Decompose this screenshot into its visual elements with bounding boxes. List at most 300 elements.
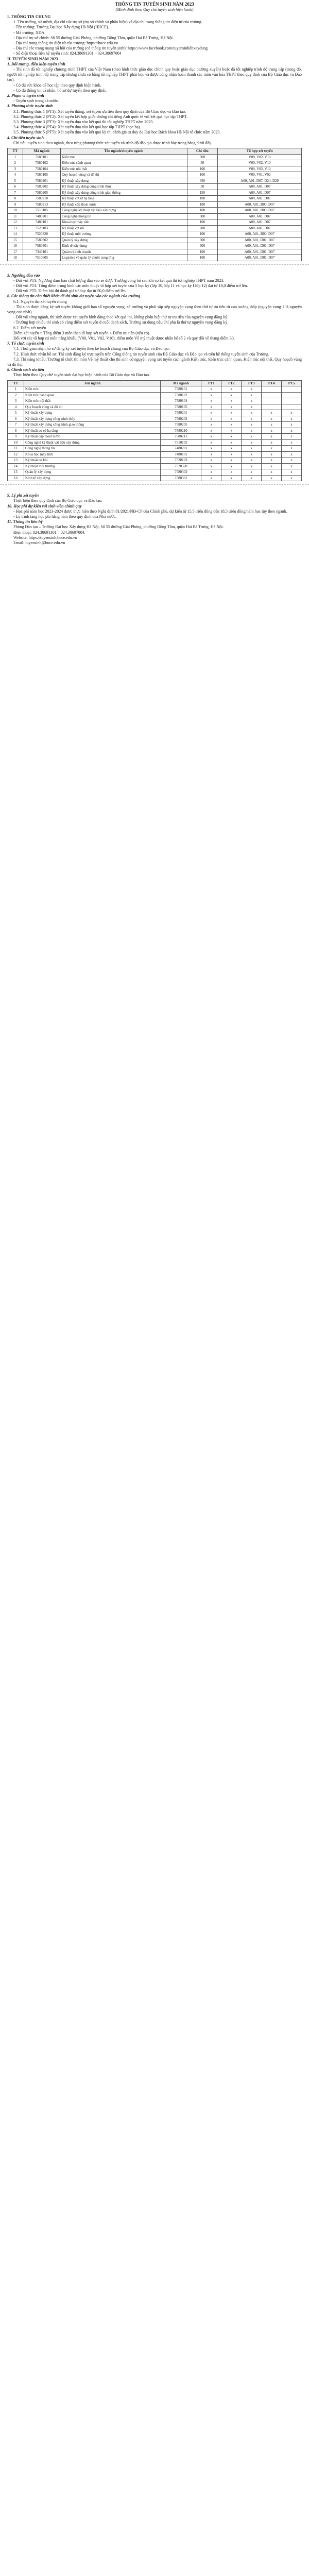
table-cell: x [242, 386, 262, 393]
table-row [8, 457, 302, 464]
table-cell: x [201, 410, 221, 416]
table-cell: 100 [187, 172, 218, 178]
subsection-heading: 3. Phương thức tuyển sinh [7, 104, 53, 109]
table-row [8, 428, 302, 434]
table-cell: x [242, 416, 262, 422]
table-cell: 1 [8, 154, 23, 160]
table-cell: 6 [8, 416, 24, 422]
table-cell: Kỹ thuật xây dựng công trình giao thông [60, 190, 187, 196]
page-divider [0, 484, 309, 488]
table-cell: A00, A01, D07 [218, 219, 302, 226]
table-cell: x [221, 439, 242, 446]
table-cell: x [242, 451, 262, 457]
table-cell: 300 [187, 213, 218, 219]
table-cell: x [262, 457, 282, 464]
table-cell [282, 398, 302, 404]
table-row [8, 201, 302, 208]
paragraph: Đối với các tổ hợp có môn năng khiếu (V00, V01, V02, V10), điểm môn Vẽ mỹ thuật được nhân hệ số 2 và quy đổi về thang điểm 30. [13, 336, 235, 341]
table-cell: 150 [187, 190, 218, 196]
table-cell: x [221, 451, 242, 457]
table-cell: 6 [8, 184, 23, 190]
table-cell: 300 [187, 154, 218, 160]
table-cell: A00, A01, D07 [218, 190, 302, 196]
table-cell: Công nghệ kỹ thuật vật liệu xây dựng [60, 208, 187, 214]
table-row [8, 243, 302, 249]
table-cell: Quản lý xây dựng [60, 237, 187, 243]
table-cell: 100 [187, 255, 218, 261]
paragraph: - Mã trường: XDA. [13, 30, 46, 35]
table-cell: x [262, 469, 282, 476]
table-cell: A00, A01, B00, D07 [218, 208, 302, 214]
table-cell: x [221, 386, 242, 393]
table-cell: Kỹ thuật cơ sở hạ tầng [60, 196, 187, 202]
table-cell: 7580210 [23, 196, 60, 202]
paragraph: Website: https://tuyensinh.huce.edu.vn [13, 535, 77, 540]
table-cell: Kỹ thuật cơ khí [24, 457, 160, 464]
table-cell: x [221, 416, 242, 422]
table-cell: Công nghệ thông tin [24, 446, 160, 452]
table-cell: x [221, 469, 242, 476]
table-cell: 15 [8, 469, 24, 476]
table-cell: x [201, 398, 221, 404]
table-cell: 100 [187, 231, 218, 238]
table-cell: Quy hoạch vùng và đô thị [60, 172, 187, 178]
table-cell: Kiến trúc cảnh quan [24, 392, 160, 398]
table-header-cell: Mã ngành [161, 380, 201, 386]
table-cell: x [242, 469, 262, 476]
table-cell: A00, A01, D07 [218, 225, 302, 231]
table-cell: x [201, 434, 221, 440]
table-cell: 7580104 [161, 398, 201, 404]
table-cell: V00, V02, V10 [218, 166, 302, 172]
table-cell: 17 [8, 249, 23, 255]
table-cell: Khoa học máy tính [24, 451, 160, 457]
table-cell: x [201, 428, 221, 434]
document-title: THÔNG TIN TUYỂN SINH NĂM 2023 [115, 2, 194, 7]
document-body-part-2 [0, 271, 309, 378]
table-cell: x [242, 446, 262, 452]
table-cell: x [221, 422, 242, 428]
table-cell: x [262, 428, 282, 434]
table-cell: A00, A01, D07, D24, D29 [218, 178, 302, 184]
table-row [8, 398, 302, 404]
table-cell: 7580302 [23, 237, 60, 243]
table-cell: 7340101 [23, 249, 60, 255]
table-cell: V00, V02, V10 [218, 160, 302, 166]
table-row [8, 404, 302, 410]
table-cell: 3 [8, 398, 24, 404]
table-cell: 10 [8, 439, 24, 446]
table-cell: 100 [187, 166, 218, 172]
document-body-part-1 [0, 12, 309, 146]
table-cell: Kiến trúc nội thất [60, 166, 187, 172]
table-cell [282, 392, 302, 398]
table-row [8, 255, 302, 261]
table-row [8, 160, 302, 166]
table-cell: x [201, 446, 221, 452]
table-cell: A00, A01, D01, D07 [218, 243, 302, 249]
table-row [8, 451, 302, 457]
paragraph: 1. Tên trường, sứ mệnh, địa chỉ các trụ sở (trụ sở chính và phân hiệu) và địa chỉ trang thông tin điện tử của trường. [13, 20, 202, 25]
subsection-heading: 8. Chính sách ưu tiên [7, 367, 44, 372]
table-cell: Kỹ thuật xây dựng [60, 178, 187, 184]
table-cell: x [242, 422, 262, 428]
table-cell: x [221, 410, 242, 416]
table-cell: Kỹ thuật xây dựng [24, 410, 160, 416]
table-cell: Kỹ thuật môi trường [24, 463, 160, 469]
table-cell: x [282, 410, 302, 416]
table-cell: x [201, 457, 221, 464]
table-cell: 7 [8, 190, 23, 196]
section-heading: I. THÔNG TIN CHUNG [7, 14, 51, 19]
table-cell: x [282, 469, 302, 476]
table-cell: x [242, 457, 262, 464]
table-row [8, 166, 302, 172]
table-cell: 1 [8, 386, 24, 393]
page-divider [0, 264, 309, 268]
table-cell: x [282, 475, 302, 481]
table-cell: 7480101 [23, 219, 60, 226]
table-row [8, 392, 302, 398]
table-cell: x [242, 434, 262, 440]
table-row [8, 225, 302, 231]
table-cell: Kỹ thuật xây dựng công trình thủy [24, 416, 160, 422]
table-cell: x [282, 463, 302, 469]
table-cell: x [262, 439, 282, 446]
table-cell: x [262, 410, 282, 416]
table-cell: 7480201 [23, 213, 60, 219]
document-body-part-3 [0, 491, 309, 546]
table-cell: x [201, 392, 221, 398]
table-cell: A00, A01, D07 [218, 196, 302, 202]
table-cell: 2 [8, 392, 24, 398]
table-cell: Kỹ thuật cấp thoát nước [24, 434, 160, 440]
paragraph: Phòng Đào tạo – Trường Đại học Xây dựng Hà Nội, Số 55 đường Giải Phóng, phường Đồng Tâm, quận Hai Bà Trưng, Hà Nội. [13, 524, 224, 530]
paragraph: Thực hiện theo Quy chế tuyển sinh đại học hiện hành của Bộ Giáo dục và Đào tạo. [13, 372, 150, 378]
paragraph: 7.3. Thi năng khiếu: Trường tổ chức thi môn Vẽ mỹ thuật cho thí sinh có nguyện vọng xét tuyển các ngành Kiến trúc, Kiến trúc cảnh quan, Kiến trúc nội thất, Quy hoạch vùng và đô thị. [7, 357, 302, 367]
table-cell: 200 [187, 225, 218, 231]
table-cell: 100 [187, 201, 218, 208]
table-cell: 100 [187, 196, 218, 202]
table-row [8, 249, 302, 255]
table-cell: x [262, 422, 282, 428]
table-cell: x [221, 434, 242, 440]
table-cell: A00, A01, D07 [218, 213, 302, 219]
table-cell [262, 398, 282, 404]
table-cell: 7580301 [23, 243, 60, 249]
table-cell: x [242, 392, 262, 398]
table-cell: Kỹ thuật cấp thoát nước [60, 201, 187, 208]
table-cell: x [282, 416, 302, 422]
subsection-heading: 6. Các thông tin cần thiết khác để thí sinh dự tuyển vào các ngành của trường [7, 294, 141, 299]
table-cell: x [282, 428, 302, 434]
table-cell: x [221, 457, 242, 464]
table-cell: 13 [8, 457, 24, 464]
table-cell: Quy hoạch vùng và đô thị [24, 404, 160, 410]
table-cell: x [201, 422, 221, 428]
table-cell: 5 [8, 410, 24, 416]
paragraph: - Địa chỉ các trang mạng xã hội của trường (có thông tin tuyển sinh): https://www.facebook.com/tuyensinhdhxaydung [13, 46, 208, 51]
table-cell: 50 [187, 184, 218, 190]
paragraph: - Đối với PT5: Điểm bài thi đánh giá tư duy đạt từ 50,0 điểm trở lên. [13, 289, 127, 294]
table-cell: V00, V02, V10 [218, 154, 302, 160]
table-cell [262, 386, 282, 393]
table-cell: V00, V01, V02 [218, 172, 302, 178]
table-cell: 12 [8, 451, 24, 457]
table-cell: A00, A01, D01, D07 [218, 249, 302, 255]
table-cell: x [282, 446, 302, 452]
table-cell: x [201, 451, 221, 457]
table-row [8, 231, 302, 238]
table-cell: Kiến trúc nội thất [24, 398, 160, 404]
table-cell: 50 [187, 160, 218, 166]
table-cell: 7580210 [161, 428, 201, 434]
quota-table [7, 148, 302, 261]
table-cell: x [262, 446, 282, 452]
paragraph: 3.5. Phương thức 5 (PT5): Xét tuyển dựa vào kết quả kỳ thi đánh giá tư duy do Đại học Bách khoa Hà Nội tổ chức năm 2023. [13, 130, 221, 135]
paragraph: Email: tuyensinh@huce.edu.vn [13, 540, 65, 545]
table-cell: Kỹ thuật môi trường [60, 231, 187, 238]
table-cell: 650 [187, 178, 218, 184]
table-cell: Khoa học máy tính [60, 219, 187, 226]
table-cell: x [242, 439, 262, 446]
paragraph: - Có đủ sức khỏe để học tập theo quy định hiện hành. [13, 82, 101, 88]
table-cell: x [242, 463, 262, 469]
table-cell: 100 [187, 249, 218, 255]
table-row [8, 469, 302, 476]
table-cell: A00, A01, D01, D07 [218, 255, 302, 261]
paragraph: Chỉ tiêu tuyển sinh theo ngành, theo từng phương thức xét tuyển và trình độ đào tạo được trình bày trong bảng dưới đây. [13, 140, 212, 145]
table-row [8, 463, 302, 469]
table-row [8, 208, 302, 214]
table-cell: A00, A01, D01, D07 [218, 237, 302, 243]
table-cell: Quản trị kinh doanh [60, 249, 187, 255]
table-cell: 7580105 [161, 404, 201, 410]
table-cell: 16 [8, 475, 24, 481]
table-row [8, 422, 302, 428]
table-cell: x [242, 428, 262, 434]
table-cell: x [282, 451, 302, 457]
table-cell: Kiến trúc [60, 154, 187, 160]
table-cell: x [242, 398, 262, 404]
paragraph: Điện thoại: 024.38691301 – 024.38697004. [13, 530, 85, 535]
paragraph: - Tuyển sinh trong cả nước. [13, 98, 59, 104]
paragraph: - Lộ trình tăng học phí hằng năm theo quy định của Nhà nước. [13, 514, 117, 519]
table-row [8, 184, 302, 190]
admission-method-table [7, 380, 302, 482]
paragraph: 3.2. Phương thức 2 (PT2): Xét tuyển kết hợp giữa chứng chỉ tiếng Anh quốc tế với kết quả học tập THPT. [13, 114, 188, 119]
table-cell [262, 404, 282, 410]
table-cell: 300 [187, 243, 218, 249]
table-cell [262, 392, 282, 398]
table-cell: 15 [8, 237, 23, 243]
paragraph: - Địa chỉ trụ sở chính: Số 55 đường Giải Phóng, phường Đồng Tâm, quận Hai Bà Trưng, Hà Nội. [13, 35, 174, 40]
table-row [8, 446, 302, 452]
table-cell: Quản lý xây dựng [24, 469, 160, 476]
table-cell: Công nghệ thông tin [60, 213, 187, 219]
table-cell: x [282, 439, 302, 446]
table-cell: 4 [8, 172, 23, 178]
table-cell: x [201, 416, 221, 422]
table-cell: 7580201 [161, 410, 201, 416]
subsection-heading: 7. Tổ chức tuyển sinh [7, 341, 44, 346]
table-cell: 7480201 [161, 446, 201, 452]
paragraph: - Thí sinh được đăng ký xét tuyển không giới hạn số nguyện vọng, số trường và phải sắp xếp nguyện vọng theo thứ tự ưu tiên từ cao xuống thấp (nguyện vọng 1 là nguyện vọng cao nhất). [7, 304, 302, 314]
table-cell: x [282, 434, 302, 440]
table-cell: 7580213 [23, 201, 60, 208]
paragraph: - Địa chỉ trang thông tin điện tử của trường: https://huce.edu.vn [13, 41, 118, 46]
subsection-heading: 10. Học phí dự kiến với sinh viên chính quy [7, 503, 82, 509]
table-cell: x [221, 463, 242, 469]
table-cell: 7580205 [23, 190, 60, 196]
table-cell: 7510105 [23, 208, 60, 214]
subsection-heading: 1. Đối tượng, điều kiện tuyển sinh [7, 61, 65, 66]
table-cell: Kinh tế xây dựng [60, 243, 187, 249]
paragraph: 6.2. Điểm xét tuyển [13, 325, 46, 330]
paragraph: 7.1. Thời gian nhận hồ sơ đăng ký xét tuyển theo kế hoạch chung của Bộ Giáo dục và Đào tạo. [13, 346, 170, 351]
paragraph: - Thí sinh đã tốt nghiệp chương trình THPT của Việt Nam (theo hình thức giáo dục chính quy hoặc giáo dục thường xuyên) hoặc đã tốt nghiệp trình độ trung cấp (trong đó, người tốt nghiệp trình độ trung cấp nhưng chưa có bằng tốt nghiệp THPT phải học và được công nhận hoàn thành các môn văn hóa THPT theo quy định của Bộ Giáo dục và Đào tạo). [7, 67, 302, 82]
table-cell: x [221, 398, 242, 404]
table-cell: A00, A01, B00, D07 [218, 201, 302, 208]
table-cell: x [282, 422, 302, 428]
paragraph: Thực hiện theo quy định của Bộ Giáo dục và Đào tạo. [13, 498, 102, 503]
table-cell: 7580301 [161, 475, 201, 481]
table-cell: 7580104 [23, 166, 60, 172]
table-cell: 7520320 [23, 231, 60, 238]
table-cell [282, 386, 302, 393]
table-cell: x [262, 416, 282, 422]
table-cell: x [221, 446, 242, 452]
subsection-heading: 4. Chỉ tiêu tuyển sinh [7, 135, 44, 140]
table-cell: 16 [8, 243, 23, 249]
table-cell: 8 [8, 196, 23, 202]
table-cell: x [201, 386, 221, 393]
table-cell: x [221, 428, 242, 434]
table-cell: 14 [8, 231, 23, 238]
table-cell: Kỹ thuật xây dựng công trình thủy [60, 184, 187, 190]
table-cell: x [201, 439, 221, 446]
table-cell: 2 [8, 160, 23, 166]
table-cell: 7580102 [161, 392, 201, 398]
table-cell: Kỹ thuật xây dựng công trình giao thông [24, 422, 160, 428]
table-cell: x [221, 404, 242, 410]
table-cell: 11 [8, 213, 23, 219]
table-cell: x [262, 451, 282, 457]
table-cell: 7510105 [161, 439, 201, 446]
table-cell: 100 [187, 219, 218, 226]
paragraph: - Số điện thoại liên hệ tuyển sinh: 024.38691301 – 024.38697004 [13, 51, 122, 56]
table-cell: 7580101 [161, 386, 201, 393]
table-header-cell: PT4 [262, 380, 282, 386]
table-row [8, 439, 302, 446]
table-row [8, 434, 302, 440]
paragraph: - Trường hợp nhiều thí sinh có cùng điểm xét tuyển ở cuối danh sách, Trường sử dụng tiêu chí phụ là thứ tự nguyện vọng đăng ký. [13, 320, 229, 325]
table-cell: 100 [187, 208, 218, 214]
table-header-cell: TT [8, 380, 24, 386]
paragraph: 6.1. Nguyên tắc xét tuyển chung [13, 299, 67, 304]
table-cell: 3 [8, 166, 23, 172]
table-cell: Kiến trúc cảnh quan [60, 160, 187, 166]
table-cell: 7580205 [161, 422, 201, 428]
table-cell: x [242, 410, 262, 416]
subsection-heading: 11. Thông tin liên hệ [7, 519, 43, 524]
document-subtitle: (Minh định theo Quy chế tuyển sinh hiện hành) [115, 7, 194, 12]
table-cell: x [262, 434, 282, 440]
paragraph: 3.1. Phương thức 1 (PT1): Xét tuyển thẳng, xét tuyển ưu tiên theo quy định của Bộ Giáo dục và Đào tạo. [13, 109, 186, 114]
table-cell: 7580202 [23, 184, 60, 190]
table-cell: x [242, 404, 262, 410]
table-cell: 10 [8, 208, 23, 214]
table-row [8, 190, 302, 196]
paragraph: 7.2. Hình thức nhận hồ sơ: Thí sinh đăng ký trực tuyến trên Cổng thông tin tuyển sinh của Bộ Giáo dục và Đào tạo và trên hệ thống tuyển sinh của Trường. [13, 351, 270, 357]
table-cell: 7580201 [23, 178, 60, 184]
table-cell: 5 [8, 178, 23, 184]
table-cell: 300 [187, 237, 218, 243]
table-row [8, 154, 302, 160]
table-row [8, 196, 302, 202]
table-cell: 14 [8, 463, 24, 469]
table-row [8, 237, 302, 243]
table-header-cell: PT1 [201, 380, 221, 386]
table-cell: x [201, 463, 221, 469]
table-row [8, 386, 302, 393]
paragraph: - Đối với từng ngành, thí sinh được xét tuyển bình đẳng theo kết quả thi, không phân biệt thứ tự ưu tiên của nguyện vọng đăng ký. [13, 315, 229, 320]
table-cell: 7580302 [161, 469, 201, 476]
table-cell [282, 404, 302, 410]
table-cell: x [201, 404, 221, 410]
paragraph: - Đối với PT3: Ngưỡng đảm bảo chất lượng đầu vào sẽ được Trường công bố sau khi có kết quả thi tốt nghiệp THPT năm 2023. [13, 278, 225, 283]
table-cell: 7520103 [23, 225, 60, 231]
table-cell: Kỹ thuật cơ khí [60, 225, 187, 231]
paragraph: 3.3. Phương thức 3 (PT3): Xét tuyển dựa vào kết quả thi tốt nghiệp THPT năm 2023. [13, 120, 154, 125]
table-cell: x [242, 475, 262, 481]
table-cell: 8 [8, 428, 24, 434]
table-cell: Kỹ thuật cơ sở hạ tầng [24, 428, 160, 434]
subsection-heading: 9. Lệ phí xét tuyển [7, 493, 39, 498]
table-cell: x [201, 475, 221, 481]
table-cell: 7580105 [23, 172, 60, 178]
table-cell: 13 [8, 225, 23, 231]
table-header-cell: PT2 [221, 380, 242, 386]
table-row [8, 172, 302, 178]
table-cell: 4 [8, 404, 24, 410]
table-cell: 7 [8, 422, 24, 428]
table-cell: x [221, 475, 242, 481]
paragraph: Điểm xét tuyển = Tổng điểm 3 môn theo tổ hợp xét tuyển + Điểm ưu tiên (nếu có). [13, 330, 150, 335]
subsection-heading: 5. Ngưỡng đầu vào [7, 273, 40, 278]
table-header-cell: Mã ngành [23, 148, 60, 155]
table-cell: 7580202 [161, 416, 201, 422]
paragraph: - Có đủ thông tin cá nhân, hồ sơ dự tuyển theo quy định. [13, 88, 107, 93]
table-cell: 7580213 [161, 434, 201, 440]
table-row [8, 219, 302, 226]
subsection-heading: 2. Phạm vi tuyển sinh [7, 93, 44, 98]
table-cell: 18 [8, 255, 23, 261]
table-cell: x [262, 475, 282, 481]
table-cell: 7480101 [161, 451, 201, 457]
table-cell: x [201, 469, 221, 476]
table-cell: A00, A01, B00, D07 [218, 231, 302, 238]
table-cell: 9 [8, 201, 23, 208]
table-header-cell: PT5 [282, 380, 302, 386]
table-row [8, 475, 302, 481]
paragraph: 3.4. Phương thức 4 (PT4): Xét tuyển dựa vào kết quả học tập THPT (học bạ). [13, 125, 141, 130]
table-row [8, 178, 302, 184]
paragraph: - Đối với PT4: Tổng điểm trung bình các môn thuộc tổ hợp xét tuyển của 5 học kỳ (lớp 10, lớp 11 và học kỳ I lớp 12) đạt từ 18,0 điểm trở lên. [13, 283, 248, 288]
table-header-cell: TT [8, 148, 23, 155]
table-cell: x [221, 392, 242, 398]
table-cell: 9 [8, 434, 24, 440]
